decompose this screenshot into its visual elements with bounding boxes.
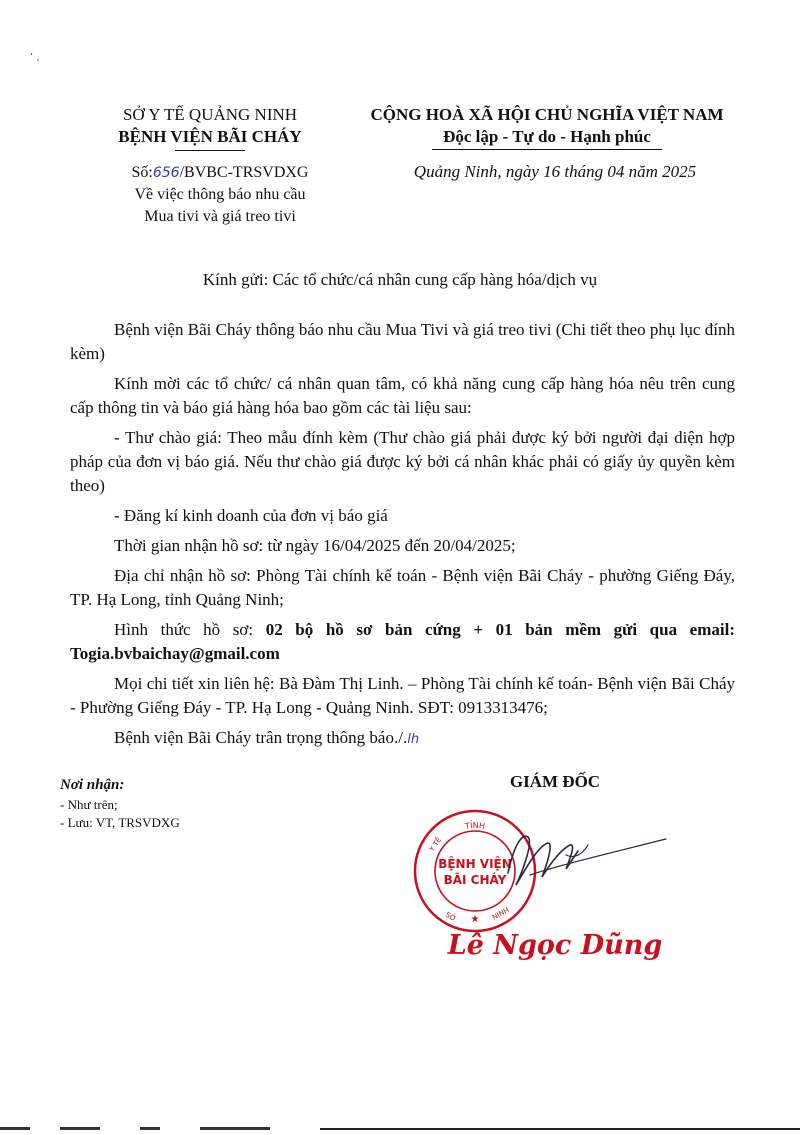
scan-edge-line xyxy=(320,1128,800,1130)
recipients xyxy=(60,776,310,832)
stamp-bottom-left: SỞ xyxy=(444,910,458,924)
reference-number xyxy=(90,162,350,184)
paragraph-quotation-letter: - Thư chào giá: Theo mẫu đính kèm (Thư chào giá phải được ký bởi người đại diện hợp pháp của đơn vị báo giá. Nếu thư chào giá được ký bởi cá nhân khác phải có giấy ủy quyền kèm theo) xyxy=(70,428,735,495)
national-motto: Độc lập - Tự do - Hạnh phúc xyxy=(443,127,651,146)
reference-prefix: Số: xyxy=(131,164,153,181)
document-body xyxy=(70,318,735,758)
handwritten-signature xyxy=(470,815,700,905)
star-icon: ★ xyxy=(470,914,480,925)
reference-code: /BVBC-TRSVDXG xyxy=(179,164,309,181)
nation-title: CỘNG HOÀ XÃ HỘI CHỦ NGHĨA VIỆT NAM xyxy=(370,105,724,124)
greeting: Kính gửi: Các tổ chức/cá nhân cung cấp hàng hóa/dịch vụ xyxy=(202,270,598,289)
scan-edge-marks xyxy=(0,1127,320,1130)
paragraph-receiving-time: Thời gian nhận hồ sơ: từ ngày 16/04/2025 đến 20/04/2025; xyxy=(114,536,516,555)
paragraph-business-registration: - Đăng kí kinh doanh của đơn vị báo giá xyxy=(114,506,388,525)
director-name: Lê Ngọc Dũng xyxy=(447,930,663,961)
stamp-line-2: BÃI CHÁY xyxy=(443,873,507,887)
recipient-item: - Như trên; xyxy=(60,797,118,812)
motto-underline xyxy=(432,149,662,150)
parent-organization: SỞ Y TẾ QUẢNG NINH xyxy=(122,105,298,124)
stamp-left-text: Y TẾ xyxy=(428,836,444,854)
stamp-arc-text: TỈNH xyxy=(464,820,486,831)
recipients-title: Nơi nhận: xyxy=(60,777,125,793)
paragraph-invitation: Kính mời các tổ chức/ cá nhân quan tâm, có khả năng cung cấp hàng hóa nêu trên cung cấp thông tin và báo giá hàng hóa bao gồm các tài liệu sau: xyxy=(70,374,735,417)
subject-line-1: Về việc thông báo nhu cầu xyxy=(134,186,306,203)
handwritten-number: 656 xyxy=(152,165,180,181)
organization-name: BỆNH VIỆN BÃI CHÁY xyxy=(118,127,302,146)
paragraph-announcement: Bệnh viện Bãi Cháy thông báo nhu cầu Mua Tivi và giá treo tivi (Chi tiết theo phụ lục đính kèm) xyxy=(70,320,735,363)
stamp-bottom-right: NINH xyxy=(491,905,511,922)
date-line: Quảng Ninh, ngày 16 tháng 04 năm 2025 xyxy=(413,162,697,181)
org-underline xyxy=(175,150,245,151)
subject-line-2: Mua tivi và giá treo tivi xyxy=(144,208,296,225)
paragraph-submission-form xyxy=(70,618,735,666)
submission-form-detail: 02 bộ hồ sơ bản cứng + 01 bản mềm gửi qua email: Togia.bvbaichay@gmail.com xyxy=(70,620,736,663)
paragraph-contact: Mọi chi tiết xin liên hệ: Bà Đàm Thị Linh. – Phòng Tài chính kế toán- Bệnh viện Bãi Cháy - Phường Giếng Đáy - TP. Hạ Long - Quảng Ninh. SĐT: 0913313476; xyxy=(70,674,735,717)
paragraph-closing xyxy=(70,726,735,752)
closing-text: Bệnh viện Bãi Cháy trân trọng thông báo./. xyxy=(114,728,408,747)
scan-specks: ʻ , xyxy=(30,52,40,63)
submission-form-label: Hình thức hồ sơ: xyxy=(114,620,266,639)
document-reference xyxy=(90,162,350,228)
paragraph-receiving-address: Địa chỉ nhận hồ sơ: Phòng Tài chính kế toán - Bệnh viện Bãi Cháy - phường Giếng Đáy, TP. Hạ Long, tỉnh Quảng Ninh; xyxy=(70,566,735,609)
handwritten-initials: lh xyxy=(407,732,420,747)
director-title: GIÁM ĐỐC xyxy=(509,772,601,791)
recipient-item: - Lưu: VT, TRSVDXG xyxy=(60,815,180,830)
stamp-line-1: BỆNH VIỆN xyxy=(438,857,512,871)
issuing-organization xyxy=(90,104,330,151)
national-header xyxy=(332,104,762,150)
